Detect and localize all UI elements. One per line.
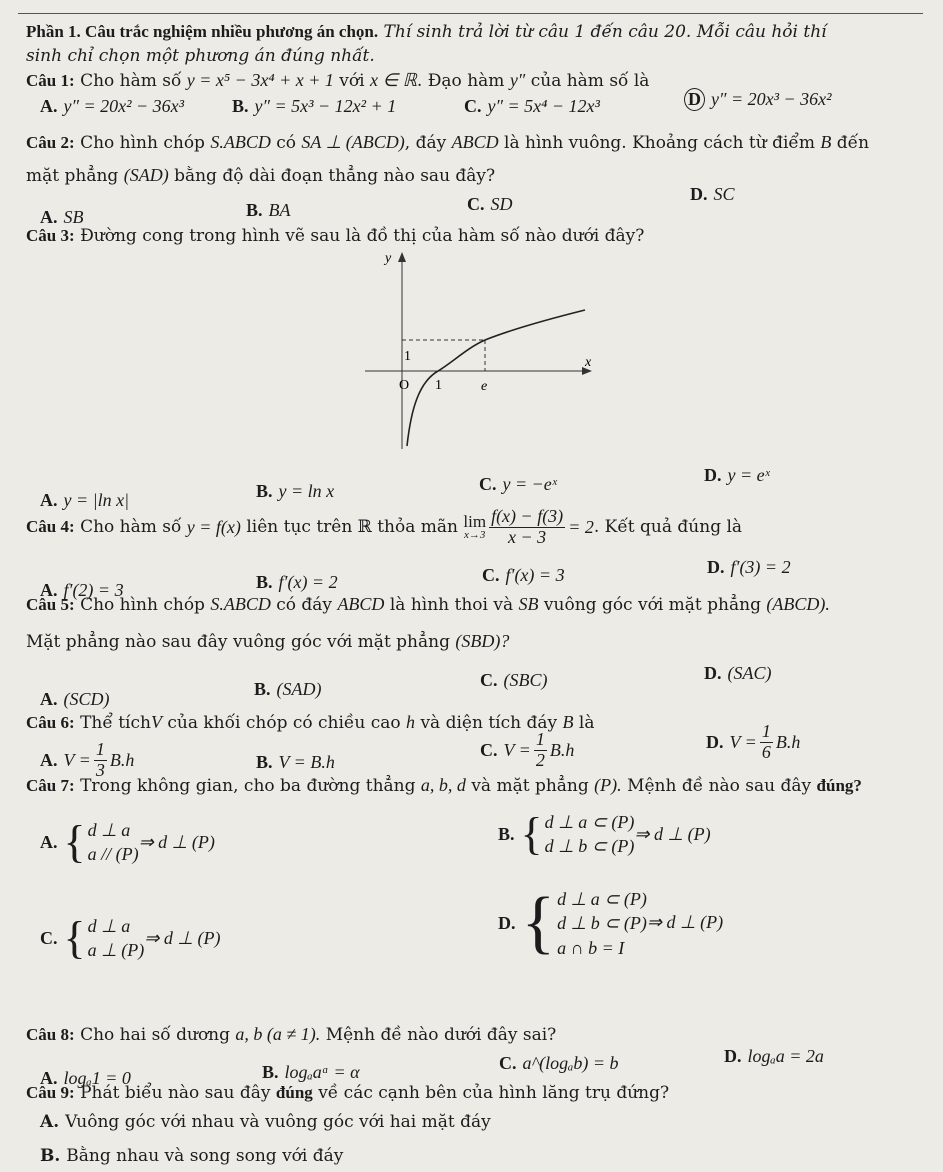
q4-option-a[interactable]: A. f′(2) = 3 xyxy=(40,580,124,600)
q2-option-b[interactable]: B. BA xyxy=(246,200,291,220)
top-rule xyxy=(18,13,923,14)
part-heading: Phần 1. Câu trắc nghiệm nhiều phương án chọn. xyxy=(26,22,379,41)
label-tick-xe: e xyxy=(481,379,488,394)
q7-option-a[interactable]: A. { d ⊥ a a // (P) ⇒ d ⊥ (P) xyxy=(40,816,215,868)
q2-option-c[interactable]: C. SD xyxy=(467,194,513,214)
q6-option-c[interactable]: C. V = $\frac{1}{2}$ B.h xyxy=(480,729,575,770)
q1-stem-a: Cho hàm số xyxy=(80,71,182,91)
q7-option-d[interactable]: D. { d ⊥ a ⊂ (P) d ⊥ b ⊂ (P) a ∩ b = I ⇒ d ⊥ (P) xyxy=(498,884,724,962)
q5-option-c[interactable]: C. (SBC) xyxy=(480,670,548,690)
q7-option-b[interactable]: B. { d ⊥ a ⊂ (P) d ⊥ b ⊂ (P) ⇒ d ⊥ (P) xyxy=(498,808,711,860)
q3-stem: Câu 3: Đường cong trong hình vẽ sau là đồ thị của hàm số nào dưới đây? xyxy=(26,226,645,246)
q4-option-d[interactable]: D. f′(3) = 2 xyxy=(707,557,791,577)
q5-stem: Câu 5: Cho hình chóp S.ABCD có đáy ABCD là hình thoi và SB vuông góc với mặt phẳng (ABCD). xyxy=(26,594,830,615)
q8-stem: Câu 8: Cho hai số dương a, b (a ≠ 1). Mệnh đề nào dưới đây sai? xyxy=(26,1024,557,1045)
q8-label: Câu 8: xyxy=(26,1025,75,1044)
q8-option-a[interactable]: A. logₐ1 = 0 xyxy=(40,1068,131,1088)
part-instruction-1: Thí sinh trả lời từ câu 1 đến câu 20. Mỗi câu hỏi thí xyxy=(383,22,827,42)
q2-label: Câu 2: xyxy=(26,133,75,152)
q9-stem: Câu 9: Phát biểu nào sau đây đúng về các cạnh bên của hình lăng trụ đứng? xyxy=(26,1083,670,1103)
q6-stem: Câu 6: Thể tíchV của khối chóp có chiều cao h và diện tích đáy B là xyxy=(26,712,595,733)
q6-option-b[interactable]: B. V = B.h xyxy=(256,752,335,772)
q9-label: Câu 9: xyxy=(26,1083,75,1102)
q8-option-b[interactable]: B. logₐaᵅ = α xyxy=(262,1062,360,1082)
label-tick-x1: 1 xyxy=(435,378,442,393)
q1-deriv: y″ xyxy=(509,70,526,90)
q1-func: y = x⁵ − 3x⁴ + x + 1 xyxy=(186,70,334,90)
q1-stem-c: . Đạo hàm xyxy=(416,71,505,91)
q4-fraction: $\frac{f(x) - f(3)}{x - 3}$ xyxy=(491,506,564,547)
q9-option-b[interactable]: B. Bằng nhau và song song với đáy xyxy=(40,1146,344,1166)
label-x: x xyxy=(585,355,592,370)
label-origin: O xyxy=(399,378,410,393)
q4-option-c[interactable]: C. f′(x) = 3 xyxy=(482,565,565,585)
q2-stem: Câu 2: Cho hình chóp S.ABCD có SA ⊥ (ABCD), đáy ABCD là hình vuông. Khoảng cách từ điểm B đến xyxy=(26,132,870,153)
q1-option-a[interactable]: A. y″ = 20x² − 36x³ xyxy=(40,96,185,116)
q3-label: Câu 3: xyxy=(26,226,75,245)
q3-option-d[interactable]: D. y = eˣ xyxy=(704,465,770,485)
q2-stem-line2: mặt phẳng (SAD) bằng độ dài đoạn thẳng nào sau đây? xyxy=(26,165,496,186)
q3-option-a[interactable]: A. y = |ln x| xyxy=(40,490,130,510)
q3-option-b[interactable]: B. y = ln x xyxy=(256,481,335,501)
q1-option-c[interactable]: C. y″ = 5x⁴ − 12x³ xyxy=(464,96,600,116)
q1-stem-b: với xyxy=(339,71,365,91)
q4-stem: Câu 4: Cho hàm số y = f(x) liên tục trên ℝ thỏa mãn lim x→3 $\frac{f(x) - f(3)}{x - 3}$ = 2 . Kết quả đúng là xyxy=(26,506,743,547)
q7-stem: Câu 7: Trong không gian, cho ba đường thẳng a, b, d và mặt phẳng (P). Mệnh đề nào sau đây đúng? xyxy=(26,775,862,796)
q2-option-a[interactable]: A. SB xyxy=(40,207,84,227)
q6-label: Câu 6: xyxy=(26,713,75,732)
q3-graph xyxy=(345,244,605,459)
q5-option-b[interactable]: B. (SAD) xyxy=(254,679,322,699)
q9-option-a[interactable]: A. Vuông góc với nhau và vuông góc với hai mặt đáy xyxy=(40,1112,491,1132)
q7-label: Câu 7: xyxy=(26,776,75,795)
q4-option-b[interactable]: B. f′(x) = 2 xyxy=(256,572,338,592)
q5-stem-line2: Mặt phẳng nào sau đây vuông góc với mặt phẳng (SBD)? xyxy=(26,631,510,652)
q1-option-d[interactable]: D y″ = 20x³ − 36x² xyxy=(684,88,832,111)
q1-stem-d: của hàm số là xyxy=(530,71,650,91)
q1-option-b[interactable]: B. y″ = 5x³ − 12x² + 1 xyxy=(232,96,397,116)
q5-label: Câu 5: xyxy=(26,595,75,614)
label-y: y xyxy=(385,251,392,266)
q2-option-d[interactable]: D. SC xyxy=(690,184,735,204)
q6-option-d[interactable]: D. V = $\frac{1}{6}$ B.h xyxy=(706,721,801,762)
q6-option-a[interactable]: A. V = $\frac{1}{3}$ B.h xyxy=(40,739,135,780)
q8-option-c[interactable]: C. a^(logₐb) = b xyxy=(499,1053,619,1073)
q7-option-c[interactable]: C. { d ⊥ a a ⊥ (P) ⇒ d ⊥ (P) xyxy=(40,912,221,964)
q8-option-d[interactable]: D. logₐa = 2a xyxy=(724,1046,824,1066)
label-tick-y1: 1 xyxy=(404,349,411,364)
q3-option-c[interactable]: C. y = −eˣ xyxy=(479,474,557,494)
q1-option-d-circled-mark: D xyxy=(684,88,705,111)
part-heading-line xyxy=(26,22,827,42)
q1-label: Câu 1: xyxy=(26,71,75,90)
q1-stem xyxy=(26,70,649,91)
q4-label: Câu 4: xyxy=(26,517,75,537)
curve-ln xyxy=(407,310,585,446)
q4-limit: lim x→3 xyxy=(463,512,487,542)
q5-option-a[interactable]: A. (SCD) xyxy=(40,689,110,709)
q5-option-d[interactable]: D. (SAC) xyxy=(704,663,772,683)
q1-domain: x ∈ ℝ xyxy=(369,70,417,90)
y-axis-arrow xyxy=(398,252,406,262)
part-instruction-2: sinh chỉ chọn một phương án đúng nhất. xyxy=(26,46,375,66)
